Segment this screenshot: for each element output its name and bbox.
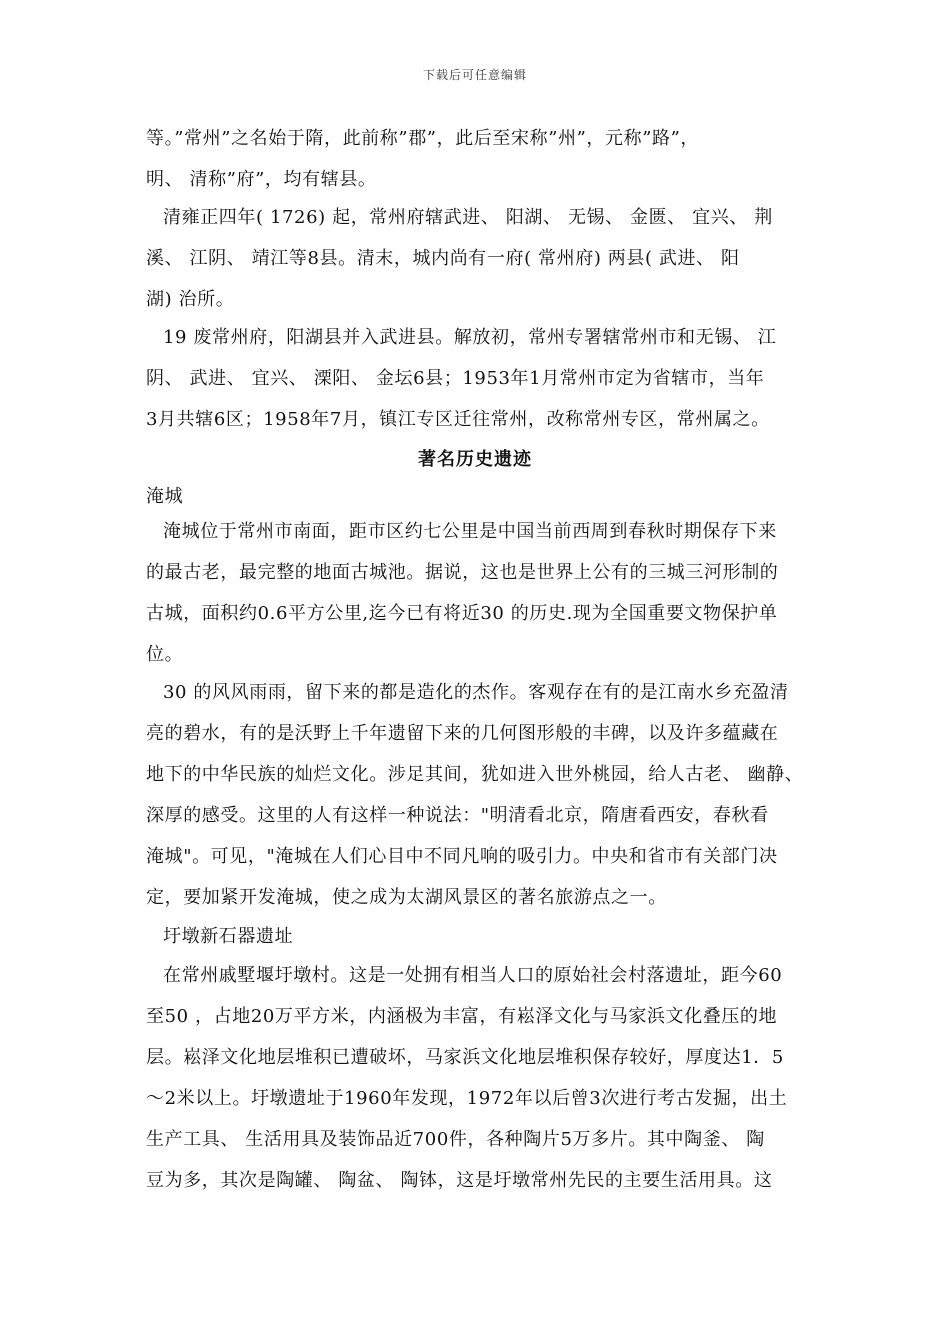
- text-line: 清雍正四年( 1726) 起，常州府辖武进、 阳湖、 无锡、 金匮、 宜兴、 荆: [163, 207, 773, 228]
- text-line: 豆为多，其次是陶罐、 陶盆、 陶钵，这是圩墩常州先民的主要生活用具。这: [146, 1170, 773, 1191]
- page-header-note: 下载后可任意编辑: [422, 68, 527, 82]
- text-line: 30 的风风雨雨，留下来的都是造化的杰作。客观存在有的是江南水乡充盈清: [163, 682, 789, 703]
- subsection-title: 淹城: [146, 486, 184, 507]
- text-line: 亮的碧水，有的是沃野上千年遗留下来的几何图形般的丰碑，以及许多蕴藏在: [146, 723, 779, 744]
- text-line: 阴、 武进、 宜兴、 溧阳、 金坛6县；1953年1月常州市定为省辖市，当年: [146, 368, 765, 389]
- text-line: 深厚的感受。这里的人有这样一种说法："明清看北京，隋唐看西安，春秋看: [146, 805, 769, 826]
- text-line: 淹城"。可见，"淹城在人们心目中不同凡响的吸引力。中央和省市有关部门决: [146, 846, 778, 867]
- text-line: 定，要加紧开发淹城，使之成为太湖风景区的著名旅游点之一。: [146, 887, 667, 908]
- text-line: 层。崧泽文化地层堆积已遭破坏，马家浜文化地层堆积保存较好，厚度达1．5: [146, 1047, 784, 1068]
- text-line: 位。: [146, 644, 184, 665]
- text-line: ～2米以上。圩墩遗址于1960年发现，1972年以后曾3次进行考古发掘，出土: [146, 1088, 788, 1109]
- text-line: 湖) 治所。: [146, 289, 235, 310]
- text-line: 在常州戚墅堰圩墩村。这是一处拥有相当人口的原始社会村落遗址，距今60: [163, 965, 783, 986]
- text-line: 明、 清称”府”，均有辖县。: [146, 169, 377, 190]
- subsection-title: 圩墩新石器遗址: [163, 926, 294, 947]
- text-line: 的最古老，最完整的地面古城池。据说，这也是世界上公有的三城三河形制的: [146, 562, 779, 583]
- section-heading: 著名历史遗迹: [418, 449, 532, 470]
- text-line: 19 废常州府，阳湖县并入武进县。解放初，常州专署辖常州市和无锡、 江: [163, 327, 777, 348]
- text-line: 等。”常州”之名始于隋，此前称”郡”，此后至宋称”州”，元称”路”，: [146, 128, 700, 149]
- text-line: 淹城位于常州市南面，距市区约七公里是中国当前西周到春秋时期保存下来: [163, 521, 777, 542]
- text-line: 地下的中华民族的灿烂文化。涉足其间，犹如进入世外桃园，给人古老、 幽静、: [146, 764, 804, 785]
- text-line: 至50 ，占地20万平方米，内涵极为丰富，有崧泽文化与马家浜文化叠压的地: [146, 1006, 778, 1027]
- text-line: 3月共辖6区；1958年7月，镇江专区迁往常州，改称常州专区，常州属之。: [146, 409, 770, 430]
- text-line: 古城，面积约0.6平方公里,迄今已有将近30 的历史.现为全国重要文物保护单: [146, 603, 778, 624]
- text-line: 生产工具、 生活用具及装饰品近700件，各种陶片5万多片。其中陶釜、 陶: [146, 1129, 765, 1150]
- text-line: 溪、 江阴、 靖江等8县。清末，城内尚有一府( 常州府) 两县( 武进、 阳: [146, 248, 740, 269]
